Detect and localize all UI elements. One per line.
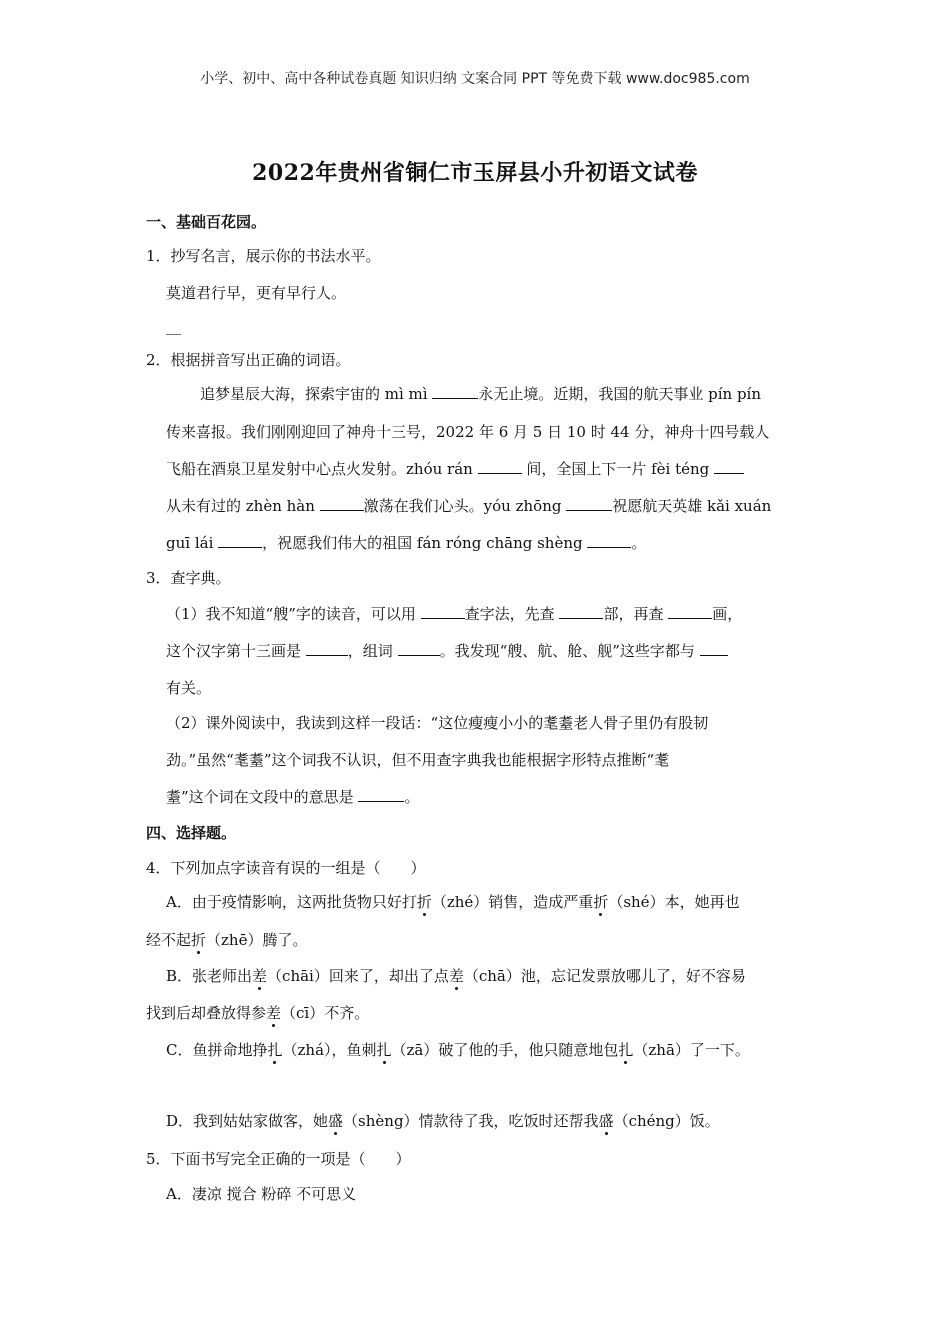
answer-blank[interactable] [566,496,612,511]
question-3-part-2-line-3 [166,787,419,807]
text: 。我发现“艘、航、舱、舰”这些字都与 [439,642,700,660]
question-3-part-1-line-1 [166,604,742,624]
dotted-char: 折 [416,893,432,911]
text: 追梦星辰大海，探索宇宙的 mì mì [200,385,433,403]
question-2-line-4 [166,496,771,516]
question-2-stem: 2．根据拼音写出正确的词语。 [146,351,351,369]
text: （1）我不知道“艘”字的读音，可以用 [166,605,421,623]
text: （chāi）回来了，却出了点 [267,967,449,985]
section-heading-choice: 四、选择题。 [146,824,237,842]
question-1-quote: 莫道君行早，更有早行人。 [166,284,347,302]
question-3-part-2-line-2: 劲。”虽然“耄耋”这个词我不认识，但不用查字典我也能根据字形特点推断“耄 [166,751,670,769]
text: 。 [631,534,647,552]
question-4-option-a-line-1 [166,892,740,912]
question-2-line-5 [166,533,646,553]
question-1-stem: 1．抄写名言，展示你的书法水平。 [146,247,381,265]
dotted-char: 扎 [618,1041,634,1059]
section-heading-basic: 一、基础百花园。 [146,213,267,231]
question-2-line-1 [200,384,761,404]
text: 间，全国上下一片 fèi téng [521,460,715,478]
page-header: 小学、初中、高中各种试卷真题 知识归纳 文案合同 PPT 等免费下载 www.doc985.com [200,71,750,87]
question-3-part-1-line-2 [166,641,728,661]
question-3-stem: 3．查字典。 [146,569,231,587]
text: 。 [404,788,420,806]
dotted-char: 盛 [598,1112,614,1130]
text: guī lái [166,534,219,552]
question-2-line-2: 传来喜报。我们刚刚迎回了神舟十三号，2022 年 6 月 5 日 10 时 44 分，神舟十四号载人 [166,423,770,441]
text: （chā）池，忘记发票放哪儿了，好不容易 [463,967,746,985]
exam-title: 2022年贵州省铜仁市玉屏县小升初语文试卷 [252,160,698,186]
dotted-char: 扎 [376,1041,392,1059]
text: （shèng）情款待了我，吃饭时还帮我 [343,1112,599,1130]
text: （zhá），鱼刺 [282,1041,377,1059]
question-4-option-b-line-2 [146,1003,369,1023]
answer-blank[interactable] [668,604,712,619]
text: 永无止境。近期，我国的航天事业 pín pín [478,385,762,403]
text: 画， [712,605,743,623]
dotted-char: 折 [593,893,609,911]
dotted-char: 差 [252,967,268,985]
question-4-option-b-line-1 [166,966,746,986]
question-4-option-c [166,1040,750,1060]
text: ，组词 [347,642,398,660]
answer-blank[interactable] [714,459,744,474]
text: 查字法，先查 [464,605,560,623]
text: 部，再查 [603,605,669,623]
question-4-stem: 4．下列加点字读音有误的一组是（ ） [146,859,426,877]
answer-blank[interactable] [478,459,522,474]
dotted-char: 差 [266,1004,282,1022]
text: （zā）破了他的手，他只随意地包 [391,1041,619,1059]
text: 祝愿航天英雄 kǎi xuán [612,497,772,515]
answer-blank[interactable] [358,787,404,802]
text: 找到后却叠放得参 [146,1004,267,1022]
text: 经不起 [146,931,192,949]
answer-blank[interactable] [587,533,631,548]
text: D．我到姑姑家做客，她 [166,1112,329,1130]
text: 飞船在酒泉卫星发射中心点火发射。zhóu rán [166,460,478,478]
text: A．由于疫情影响，这两批货物只好打 [166,893,417,911]
answer-blank[interactable] [700,641,728,656]
text: （zhā）了一下。 [633,1041,750,1059]
dotted-char: 扎 [267,1041,283,1059]
answer-blank[interactable] [320,496,364,511]
question-5-stem: 5．下面书写完全正确的一项是（ ） [146,1150,411,1168]
answer-blank[interactable] [559,604,603,619]
text: 激荡在我们心头。yóu zhōng [363,497,567,515]
text: B．张老师出 [166,967,253,985]
text: 从未有过的 zhèn hàn [166,497,320,515]
dotted-char: 折 [191,931,207,949]
text: （zhē）腾了。 [206,931,308,949]
question-5-option-a: A．凄凉 搅合 粉碎 不可思义 [166,1185,357,1203]
question-3-part-2-line-1: （2）课外阅读中，我读到这样一段话：“这位瘦瘦小小的耄耋老人骨子里仍有股韧 [166,714,709,732]
text: （shé）本，她再也 [608,893,740,911]
dotted-char: 盛 [328,1112,344,1130]
answer-blank[interactable] [421,604,465,619]
question-3-part-1-line-3: 有关。 [166,679,212,697]
question-4-option-a-line-2 [146,930,307,950]
question-4-option-d [166,1111,720,1131]
answer-blank[interactable] [218,533,262,548]
answer-blank[interactable] [398,641,440,656]
text: （zhé）销售，造成严重 [431,893,594,911]
text: （chéng）饭。 [613,1112,720,1130]
text: （cī）不齐。 [281,1004,370,1022]
text: C．鱼拼命地挣 [166,1041,268,1059]
question-2-line-3 [166,459,744,479]
answer-blank[interactable] [306,641,348,656]
text: ，祝愿我们伟大的祖国 fán róng chāng shèng [262,534,588,552]
text: 这个汉字第十三画是 [166,642,306,660]
question-1-answer-line: __ [166,317,181,335]
dotted-char: 差 [448,967,464,985]
text: 耋”这个词在文段中的意思是 [166,788,359,806]
answer-blank[interactable] [432,384,478,399]
